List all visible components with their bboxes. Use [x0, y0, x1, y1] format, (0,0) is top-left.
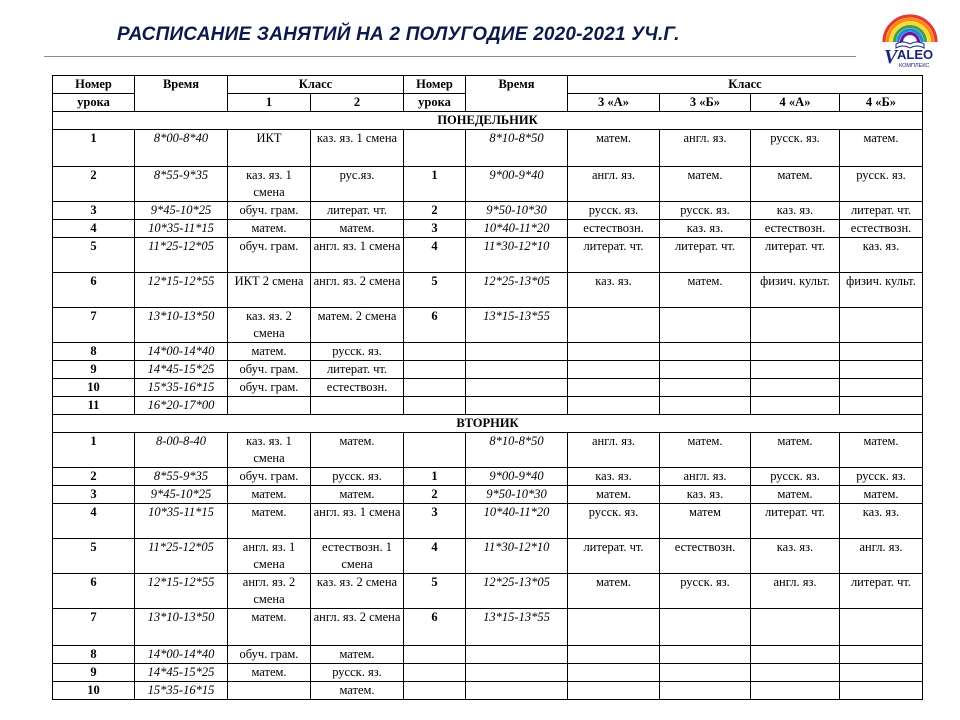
time-cell: 10*35-11*15 — [135, 220, 228, 238]
time-cell: 14*00-14*40 — [135, 343, 228, 361]
class-4b-cell — [840, 308, 923, 343]
svg-text:ALEO: ALEO — [897, 47, 934, 62]
time-cell: 11*25-12*05 — [135, 238, 228, 273]
class-2-cell: русск. яз. — [311, 343, 404, 361]
class-3a-cell: русск. яз. — [568, 504, 660, 539]
time-cell: 8-00-8-40 — [135, 433, 228, 468]
class-3a-cell: русск. яз. — [568, 202, 660, 220]
table-row — [53, 609, 923, 646]
header-lesson-number-1: Номер — [53, 76, 135, 94]
lesson-number-cell: 1 — [404, 468, 466, 486]
lesson-number-cell: 10 — [53, 682, 135, 700]
class-1-cell: матем. — [228, 609, 311, 646]
class-3b-cell: естествозн. — [660, 539, 751, 574]
class-1-cell: матем. — [228, 486, 311, 504]
time-cell: 9*45-10*25 — [135, 202, 228, 220]
time-cell: 14*45-15*25 — [135, 361, 228, 379]
time-cell: 15*35-16*15 — [135, 379, 228, 397]
day-name: ВТОРНИК — [53, 415, 923, 433]
svg-text:КОМПЛЕКС: КОМПЛЕКС — [899, 63, 930, 69]
lesson-number-cell: 9 — [53, 361, 135, 379]
class-1-cell: матем. — [228, 220, 311, 238]
class-4a-cell — [751, 343, 840, 361]
header-class-2-col: 2 — [311, 94, 404, 112]
header-class-3b-col: 3 «Б» — [660, 94, 751, 112]
lesson-number-cell — [404, 682, 466, 700]
time-cell — [466, 343, 568, 361]
time-cell: 16*20-17*00 — [135, 397, 228, 415]
header-time-1: Время — [135, 76, 228, 112]
lesson-number-cell — [404, 343, 466, 361]
table-row — [53, 308, 923, 343]
class-2-cell: англ. яз. 1 смена — [311, 504, 404, 539]
table-row — [53, 130, 923, 167]
lesson-number-cell: 3 — [404, 504, 466, 539]
header-row-1 — [53, 76, 923, 94]
time-cell — [466, 379, 568, 397]
title-underline — [44, 56, 856, 57]
header-lesson-label-2: урока — [404, 94, 466, 112]
header-lesson-label-1: урока — [53, 94, 135, 112]
lesson-number-cell: 4 — [53, 504, 135, 539]
class-4b-cell: матем. — [840, 130, 923, 167]
class-3a-cell — [568, 379, 660, 397]
schedule-table — [52, 75, 923, 700]
class-1-cell: англ. яз. 1 смена — [228, 539, 311, 574]
time-cell: 9*50-10*30 — [466, 202, 568, 220]
lesson-number-cell: 8 — [53, 343, 135, 361]
class-2-cell: матем. — [311, 646, 404, 664]
table-row — [53, 682, 923, 700]
class-3b-cell: каз. яз. — [660, 220, 751, 238]
lesson-number-cell: 2 — [53, 468, 135, 486]
class-2-cell: англ. яз. 2 смена — [311, 273, 404, 308]
lesson-number-cell: 5 — [404, 574, 466, 609]
class-3b-cell: литерат. чт. — [660, 238, 751, 273]
class-4b-cell: естествозн. — [840, 220, 923, 238]
class-4b-cell: русск. яз. — [840, 167, 923, 202]
table-row — [53, 468, 923, 486]
class-3b-cell: англ. яз. — [660, 130, 751, 167]
class-2-cell: каз. яз. 2 смена — [311, 574, 404, 609]
time-cell: 15*35-16*15 — [135, 682, 228, 700]
lesson-number-cell: 6 — [404, 308, 466, 343]
class-4b-cell — [840, 361, 923, 379]
svg-text:V: V — [884, 46, 898, 68]
class-4a-cell — [751, 664, 840, 682]
page-title: РАСПИСАНИЕ ЗАНЯТИЙ НА 2 ПОЛУГОДИЕ 2020-2021 УЧ.Г. — [117, 24, 680, 45]
time-cell: 12*15-12*55 — [135, 273, 228, 308]
class-3b-cell: матем. — [660, 433, 751, 468]
class-4b-cell: литерат. чт. — [840, 574, 923, 609]
time-cell: 9*50-10*30 — [466, 486, 568, 504]
class-3b-cell — [660, 646, 751, 664]
class-1-cell: каз. яз. 2 смена — [228, 308, 311, 343]
class-2-cell: матем. — [311, 433, 404, 468]
class-3b-cell — [660, 609, 751, 646]
lesson-number-cell: 8 — [53, 646, 135, 664]
time-cell: 11*30-12*10 — [466, 539, 568, 574]
lesson-number-cell — [404, 397, 466, 415]
lesson-number-cell — [404, 433, 466, 468]
schedule-body — [53, 112, 923, 700]
class-4a-cell — [751, 308, 840, 343]
class-1-cell: обуч. грам. — [228, 379, 311, 397]
time-cell: 12*25-13*05 — [466, 574, 568, 609]
table-row — [53, 433, 923, 468]
class-1-cell — [228, 397, 311, 415]
class-3a-cell: литерат. чт. — [568, 539, 660, 574]
class-3a-cell — [568, 343, 660, 361]
table-row — [53, 361, 923, 379]
lesson-number-cell: 5 — [53, 539, 135, 574]
lesson-number-cell: 10 — [53, 379, 135, 397]
class-1-cell: каз. яз. 1 смена — [228, 167, 311, 202]
table-row — [53, 220, 923, 238]
class-1-cell: обуч. грам. — [228, 646, 311, 664]
class-3b-cell: матем. — [660, 273, 751, 308]
class-3b-cell — [660, 379, 751, 397]
class-1-cell: англ. яз. 2 смена — [228, 574, 311, 609]
header-class-3a-col: 3 «А» — [568, 94, 660, 112]
table-row — [53, 646, 923, 664]
class-4b-cell — [840, 343, 923, 361]
lesson-number-cell: 6 — [53, 574, 135, 609]
class-4b-cell: матем. — [840, 433, 923, 468]
valeo-logo — [876, 8, 944, 70]
header-class-1-col: 1 — [228, 94, 311, 112]
class-3a-cell — [568, 682, 660, 700]
class-2-cell: рус.яз. — [311, 167, 404, 202]
class-3b-cell — [660, 361, 751, 379]
class-4a-cell: матем. — [751, 167, 840, 202]
lesson-number-cell: 7 — [53, 609, 135, 646]
class-2-cell: естествозн. — [311, 379, 404, 397]
class-4b-cell: каз. яз. — [840, 504, 923, 539]
class-3b-cell — [660, 664, 751, 682]
table-row — [53, 273, 923, 308]
class-1-cell: обуч. грам. — [228, 468, 311, 486]
header-class-4a-col: 4 «А» — [751, 94, 840, 112]
class-3a-cell — [568, 646, 660, 664]
lesson-number-cell: 6 — [404, 609, 466, 646]
class-1-cell: обуч. грам. — [228, 361, 311, 379]
lesson-number-cell: 1 — [404, 167, 466, 202]
class-2-cell: каз. яз. 1 смена — [311, 130, 404, 167]
lesson-number-cell: 1 — [53, 130, 135, 167]
class-4a-cell: матем. — [751, 433, 840, 468]
class-3a-cell: матем. — [568, 486, 660, 504]
class-4b-cell: матем. — [840, 486, 923, 504]
time-cell — [466, 646, 568, 664]
table-row — [53, 539, 923, 574]
class-2-cell: русск. яз. — [311, 664, 404, 682]
class-3a-cell — [568, 308, 660, 343]
class-4a-cell — [751, 646, 840, 664]
class-1-cell: матем. — [228, 504, 311, 539]
lesson-number-cell: 3 — [53, 202, 135, 220]
lesson-number-cell: 2 — [404, 202, 466, 220]
class-2-cell: матем. — [311, 486, 404, 504]
time-cell: 13*15-13*55 — [466, 308, 568, 343]
class-4a-cell — [751, 397, 840, 415]
class-4b-cell: литерат. чт. — [840, 202, 923, 220]
header-class-4b-col: 4 «Б» — [840, 94, 923, 112]
time-cell: 13*10-13*50 — [135, 308, 228, 343]
class-2-cell: литерат. чт. — [311, 361, 404, 379]
lesson-number-cell: 11 — [53, 397, 135, 415]
table-row — [53, 504, 923, 539]
lesson-number-cell: 6 — [53, 273, 135, 308]
class-3a-cell: англ. яз. — [568, 167, 660, 202]
class-3a-cell: литерат. чт. — [568, 238, 660, 273]
lesson-number-cell — [404, 361, 466, 379]
class-1-cell: обуч. грам. — [228, 238, 311, 273]
lesson-number-cell: 1 — [53, 433, 135, 468]
lesson-number-cell — [404, 130, 466, 167]
class-4a-cell: русск. яз. — [751, 468, 840, 486]
class-2-cell: русск. яз. — [311, 468, 404, 486]
time-cell: 12*15-12*55 — [135, 574, 228, 609]
time-cell: 9*45-10*25 — [135, 486, 228, 504]
class-2-cell: англ. яз. 1 смена — [311, 238, 404, 273]
rainbow-book-icon — [876, 8, 944, 70]
lesson-number-cell: 5 — [404, 273, 466, 308]
table-row — [53, 486, 923, 504]
class-4b-cell — [840, 682, 923, 700]
class-3a-cell: матем. — [568, 130, 660, 167]
class-1-cell: каз. яз. 1 смена — [228, 433, 311, 468]
lesson-number-cell — [404, 379, 466, 397]
class-4a-cell: каз. яз. — [751, 202, 840, 220]
class-3b-cell: англ. яз. — [660, 468, 751, 486]
class-4a-cell: англ. яз. — [751, 574, 840, 609]
class-4b-cell: англ. яз. — [840, 539, 923, 574]
class-2-cell — [311, 397, 404, 415]
time-cell — [466, 361, 568, 379]
class-4b-cell — [840, 646, 923, 664]
class-3a-cell: англ. яз. — [568, 433, 660, 468]
class-2-cell: естествозн. 1 смена — [311, 539, 404, 574]
time-cell: 8*10-8*50 — [466, 433, 568, 468]
header-time-2: Время — [466, 76, 568, 112]
lesson-number-cell: 2 — [404, 486, 466, 504]
class-3a-cell — [568, 397, 660, 415]
class-1-cell: ИКТ — [228, 130, 311, 167]
class-4a-cell — [751, 379, 840, 397]
class-3a-cell — [568, 664, 660, 682]
time-cell: 11*25-12*05 — [135, 539, 228, 574]
class-4b-cell: каз. яз. — [840, 238, 923, 273]
lesson-number-cell: 4 — [404, 238, 466, 273]
class-3a-cell: каз. яз. — [568, 468, 660, 486]
class-3b-cell: матем — [660, 504, 751, 539]
class-2-cell: матем. 2 смена — [311, 308, 404, 343]
lesson-number-cell: 4 — [53, 220, 135, 238]
class-4a-cell: литерат. чт. — [751, 504, 840, 539]
table-row — [53, 343, 923, 361]
table-row — [53, 202, 923, 220]
time-cell: 8*00-8*40 — [135, 130, 228, 167]
time-cell: 14*00-14*40 — [135, 646, 228, 664]
class-2-cell: англ. яз. 2 смена — [311, 609, 404, 646]
class-2-cell: литерат. чт. — [311, 202, 404, 220]
class-3b-cell: матем. — [660, 167, 751, 202]
table-row — [53, 574, 923, 609]
class-3b-cell: русск. яз. — [660, 574, 751, 609]
class-4b-cell — [840, 664, 923, 682]
class-3b-cell — [660, 343, 751, 361]
class-4a-cell — [751, 361, 840, 379]
time-cell — [466, 397, 568, 415]
class-1-cell — [228, 682, 311, 700]
time-cell — [466, 682, 568, 700]
time-cell: 9*00-9*40 — [466, 167, 568, 202]
lesson-number-cell: 4 — [404, 539, 466, 574]
class-4a-cell: естествозн. — [751, 220, 840, 238]
time-cell: 13*15-13*55 — [466, 609, 568, 646]
class-4b-cell — [840, 397, 923, 415]
class-4a-cell — [751, 682, 840, 700]
time-cell: 10*40-11*20 — [466, 220, 568, 238]
class-3a-cell: естествозн. — [568, 220, 660, 238]
class-4a-cell: литерат. чт. — [751, 238, 840, 273]
class-3b-cell: каз. яз. — [660, 486, 751, 504]
time-cell: 11*30-12*10 — [466, 238, 568, 273]
header-lesson-number-2: Номер — [404, 76, 466, 94]
header-class-2: Класс — [568, 76, 923, 94]
class-3b-cell: русск. яз. — [660, 202, 751, 220]
class-4b-cell: физич. культ. — [840, 273, 923, 308]
lesson-number-cell: 9 — [53, 664, 135, 682]
day-name: ПОНЕДЕЛЬНИК — [53, 112, 923, 130]
class-4b-cell — [840, 379, 923, 397]
class-4b-cell — [840, 609, 923, 646]
class-1-cell: матем. — [228, 664, 311, 682]
class-3b-cell — [660, 397, 751, 415]
table-row — [53, 397, 923, 415]
day-header-row — [53, 415, 923, 433]
time-cell: 8*55-9*35 — [135, 468, 228, 486]
class-4a-cell: каз. яз. — [751, 539, 840, 574]
lesson-number-cell: 3 — [404, 220, 466, 238]
class-4a-cell: матем. — [751, 486, 840, 504]
lesson-number-cell — [404, 646, 466, 664]
class-3a-cell — [568, 361, 660, 379]
class-3b-cell — [660, 308, 751, 343]
time-cell: 8*55-9*35 — [135, 167, 228, 202]
time-cell: 10*40-11*20 — [466, 504, 568, 539]
class-3a-cell: матем. — [568, 574, 660, 609]
lesson-number-cell: 2 — [53, 167, 135, 202]
class-4a-cell: русск. яз. — [751, 130, 840, 167]
class-1-cell: обуч. грам. — [228, 202, 311, 220]
class-3a-cell — [568, 609, 660, 646]
class-1-cell: матем. — [228, 343, 311, 361]
lesson-number-cell: 3 — [53, 486, 135, 504]
time-cell: 14*45-15*25 — [135, 664, 228, 682]
time-cell: 13*10-13*50 — [135, 609, 228, 646]
lesson-number-cell — [404, 664, 466, 682]
table-row — [53, 167, 923, 202]
class-3b-cell — [660, 682, 751, 700]
table-row — [53, 664, 923, 682]
class-4b-cell: русск. яз. — [840, 468, 923, 486]
lesson-number-cell: 5 — [53, 238, 135, 273]
class-3a-cell: каз. яз. — [568, 273, 660, 308]
time-cell: 10*35-11*15 — [135, 504, 228, 539]
class-2-cell: матем. — [311, 682, 404, 700]
class-4a-cell — [751, 609, 840, 646]
class-2-cell: матем. — [311, 220, 404, 238]
class-4a-cell: физич. культ. — [751, 273, 840, 308]
time-cell: 12*25-13*05 — [466, 273, 568, 308]
table-row — [53, 238, 923, 273]
header-class-1: Класс — [228, 76, 404, 94]
table-row — [53, 379, 923, 397]
class-1-cell: ИКТ 2 смена — [228, 273, 311, 308]
day-header-row — [53, 112, 923, 130]
time-cell — [466, 664, 568, 682]
lesson-number-cell: 7 — [53, 308, 135, 343]
time-cell: 8*10-8*50 — [466, 130, 568, 167]
time-cell: 9*00-9*40 — [466, 468, 568, 486]
